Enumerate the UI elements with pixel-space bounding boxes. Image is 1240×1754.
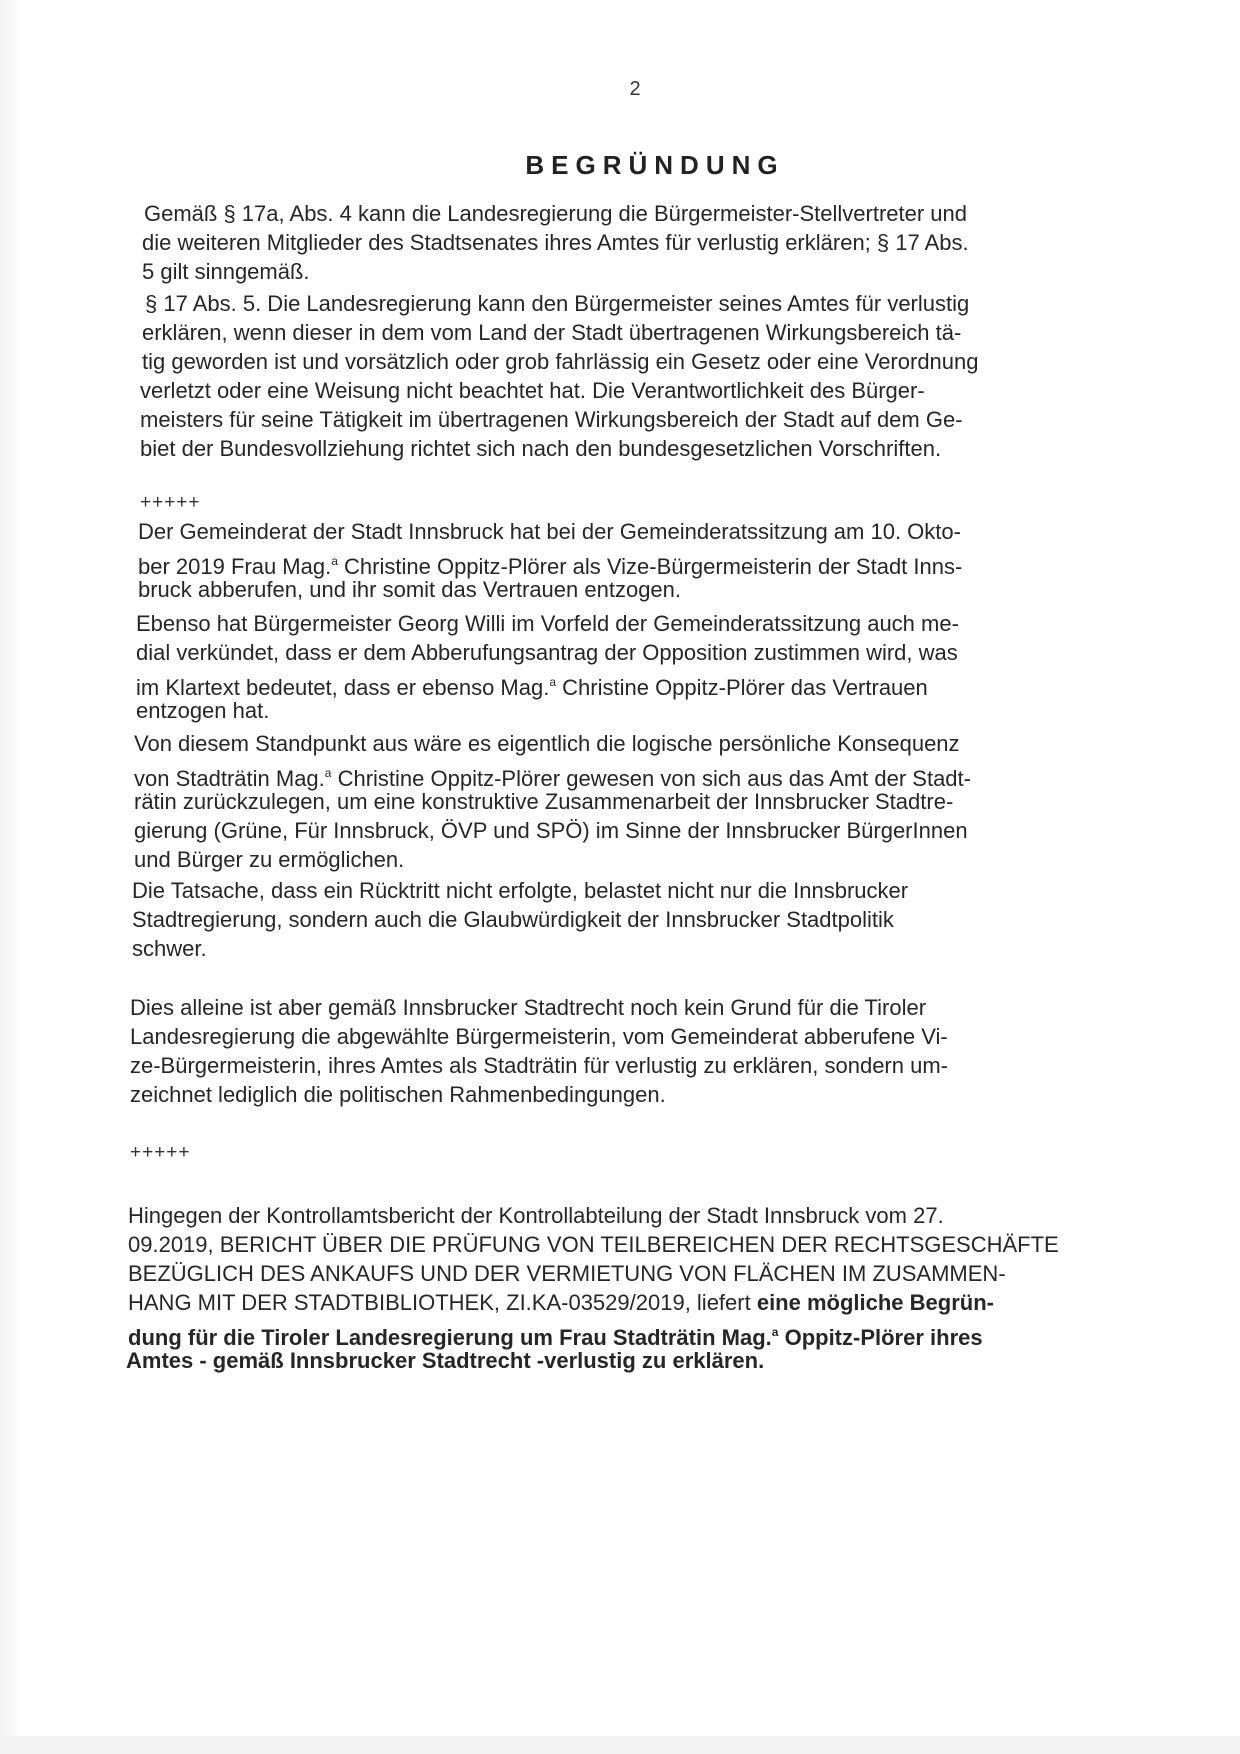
paragraph-line: bruck abberufen, und ihr somit das Vertrauen entzogen. [138, 577, 682, 602]
paragraph-line: rätin zurückzulegen, um eine konstruktive Zusammenarbeit der Innsbrucker Stadtre- [134, 789, 954, 814]
section-separator: +++++ [140, 492, 201, 513]
paragraph-line: entzogen hat. [136, 698, 270, 723]
paragraph-line: gierung (Grüne, Für Innsbruck, ÖVP und SPÖ) im Sinne der Innsbrucker BürgerInnen [134, 818, 968, 843]
paragraph-line: biet der Bundesvollziehung richtet sich nach den bundesgesetzlichen Vorschriften. [140, 436, 942, 461]
paragraph-line: § 17 Abs. 5. Die Landesregierung kann den Bürgermeister seines Amtes für verlustig [145, 291, 970, 316]
paragraph-line: meisters für seine Tätigkeit im übertragenen Wirkungsbereich der Stadt auf dem Ge- [140, 407, 963, 432]
paragraph-line: Der Gemeinderat der Stadt Innsbruck hat bei der Gemeinderatssitzung am 10. Okto- [138, 519, 961, 544]
paragraph-line: HANG MIT DER STADTBIBLIOTHEK, ZI.KA-03529/2019, liefert eine mögliche Begrün- [128, 1290, 994, 1315]
paragraph-line: 5 gilt sinngemäß. [142, 259, 310, 284]
paragraph-line: Gemäß § 17a, Abs. 4 kann die Landesregierung die Bürgermeister-Stellvertreter und [144, 201, 968, 226]
paragraph-line: schwer. [132, 936, 207, 961]
paragraph-line: BEZÜGLICH DES ANKAUFS UND DER VERMIETUNG VON FLÄCHEN IM ZUSAMMEN- [128, 1261, 1006, 1286]
scan-left-edge [0, 0, 22, 1754]
paragraph-line: ber 2019 Frau Mag.$^a$ Christine Oppitz-Plörer als Vize-Bürgermeisterin der Stadt Inns- [138, 554, 963, 579]
page-title: BEGRÜNDUNG [525, 150, 785, 180]
paragraph-line: erklären, wenn dieser in dem vom Land der Stadt übertragenen Wirkungsbereich tä- [142, 320, 962, 345]
paragraph-line: ze-Bürgermeisterin, ihres Amtes als Stadträtin für verlustig zu erklären, sondern um- [130, 1053, 948, 1078]
paragraph-line: dial verkündet, dass er dem Abberufungsantrag der Opposition zustimmen wird, was [136, 640, 958, 665]
paragraph-line: Dies alleine ist aber gemäß Innsbrucker Stadtrecht noch kein Grund für die Tiroler [130, 995, 927, 1020]
paragraph-line: Stadtregierung, sondern auch die Glaubwürdigkeit der Innsbrucker Stadtpolitik [132, 907, 894, 932]
paragraph-line: Landesregierung die abgewählte Bürgermeisterin, vom Gemeinderat abberufene Vi- [130, 1024, 948, 1049]
paragraph-line: und Bürger zu ermöglichen. [134, 847, 405, 872]
paragraph-line: von Stadträtin Mag.$^a$ Christine Oppitz-Plörer gewesen von sich aus das Amt der Stadt- [134, 766, 971, 791]
paragraph-line: Die Tatsache, dass ein Rücktritt nicht erfolgte, belastet nicht nur die Innsbrucker [132, 878, 909, 903]
paragraph-line: verletzt oder eine Weisung nicht beachtet hat. Die Verantwortlichkeit des Bürger- [140, 378, 925, 403]
paragraph-line: im Klartext bedeutet, dass er ebenso Mag.$^a$ Christine Oppitz-Plörer das Vertrauen [136, 675, 928, 700]
paragraph-line: dung für die Tiroler Landesregierung um Frau Stadträtin Mag.$^a$ Oppitz-Plörer ihres [128, 1325, 983, 1350]
paragraph-line: tig geworden ist und vorsätzlich oder grob fahrlässig ein Gesetz oder eine Verordnung [142, 349, 979, 374]
paragraph-line: Von diesem Standpunkt aus wäre es eigentlich die logische persönliche Konsequenz [134, 731, 960, 756]
section-separator: +++++ [130, 1142, 191, 1163]
paragraph-line: zeichnet lediglich die politischen Rahmenbedingungen. [130, 1082, 666, 1107]
paragraph-line: 09.2019, BERICHT ÜBER DIE PRÜFUNG VON TEILBEREICHEN DER RECHTSGESCHÄFTE [128, 1232, 1059, 1257]
paragraph-line: Hingegen der Kontrollamtsbericht der Kontrollabteilung der Stadt Innsbruck vom 27. [128, 1203, 944, 1228]
paragraph-line: die weiteren Mitglieder des Stadtsenates ihres Amtes für verlustig erklären; § 17 Abs. [142, 230, 969, 255]
scan-bottom-edge [0, 1736, 1240, 1754]
paragraph-line: Amtes - gemäß Innsbrucker Stadtrecht -verlustig zu erklären. [126, 1348, 765, 1373]
page-number: 2 [629, 78, 641, 100]
paragraph-line: Ebenso hat Bürgermeister Georg Willi im Vorfeld der Gemeinderatssitzung auch me- [136, 611, 959, 636]
